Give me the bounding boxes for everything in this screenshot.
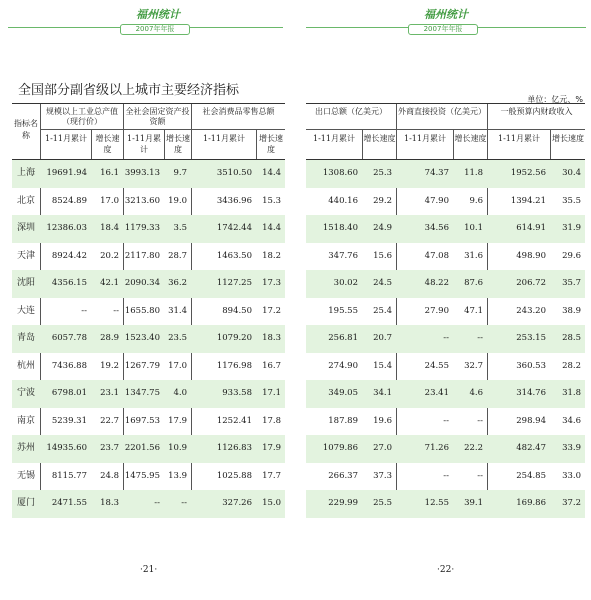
city-name: 上海 <box>16 168 35 178</box>
city-name: 深圳 <box>16 223 35 233</box>
growth-rate: 14.4 <box>262 168 281 178</box>
cumulative-value: 1179.33 <box>124 223 160 233</box>
growth-rate: 37.2 <box>562 498 581 508</box>
cumulative-value: 1742.44 <box>216 223 252 233</box>
cumulative-value: 71.26 <box>424 443 449 453</box>
table-row <box>306 435 585 463</box>
col-subheader: 增长速度 <box>363 134 396 143</box>
cumulative-value: 440.16 <box>328 195 358 206</box>
growth-rate: 14.4 <box>262 223 281 233</box>
cumulative-value: 5239.31 <box>51 415 87 426</box>
cumulative-value: 2471.55 <box>51 498 87 508</box>
growth-rate: 9.6 <box>469 195 483 206</box>
cumulative-value: 1655.80 <box>124 305 160 316</box>
cumulative-value: 1079.20 <box>216 333 252 343</box>
table-row <box>306 353 585 381</box>
growth-rate: 32.7 <box>464 360 483 371</box>
col-group-header: 规模以上工业总产值（现行价） <box>41 104 123 130</box>
row-header-label: 指标名称 <box>14 119 38 140</box>
table-row <box>12 160 285 188</box>
growth-rate: 28.5 <box>562 333 581 343</box>
growth-rate: 37.3 <box>373 470 392 481</box>
growth-rate: 17.0 <box>168 360 187 371</box>
cumulative-value: 1267.79 <box>124 360 160 371</box>
city-name: 无锡 <box>16 470 35 481</box>
city-name: 厦门 <box>16 498 35 508</box>
year-tab: 2007年年报 <box>120 24 190 35</box>
page-header-right <box>306 0 586 32</box>
table-row <box>12 408 285 436</box>
cumulative-value: 27.90 <box>424 305 449 316</box>
cumulative-value: 2201.56 <box>124 443 160 453</box>
growth-rate: 17.0 <box>100 195 119 206</box>
year-tab: 2007年年报 <box>408 24 478 35</box>
unit-label: 单位：亿元、% <box>527 95 583 104</box>
growth-rate: 22.2 <box>464 443 483 453</box>
city-name: 青岛 <box>16 333 35 343</box>
growth-rate: 10.1 <box>464 223 483 233</box>
table-row <box>12 353 285 381</box>
cumulative-value: 314.76 <box>516 388 546 398</box>
cumulative-value: 8524.89 <box>51 195 87 206</box>
cumulative-value: 47.08 <box>424 250 449 261</box>
growth-rate: 25.4 <box>373 305 392 316</box>
cumulative-value: 347.76 <box>328 250 358 261</box>
cumulative-value: 274.90 <box>328 360 358 371</box>
growth-rate: 87.6 <box>464 278 483 288</box>
cumulative-value: -- <box>443 415 449 426</box>
divider <box>256 130 257 159</box>
growth-rate: 15.4 <box>373 360 392 371</box>
cumulative-value: -- <box>81 305 87 316</box>
table-left <box>12 103 285 515</box>
growth-rate: 15.0 <box>262 498 281 508</box>
cumulative-value: 3993.13 <box>124 168 160 178</box>
table-row <box>306 325 585 353</box>
city-name: 沈阳 <box>16 278 35 288</box>
growth-rate: 4.6 <box>469 388 483 398</box>
cumulative-value: -- <box>154 498 160 508</box>
growth-rate: 27.0 <box>373 443 392 453</box>
table-row <box>306 160 585 188</box>
logo: 福州统计 <box>424 8 468 21</box>
growth-rate: 17.9 <box>262 443 281 453</box>
cumulative-value: 933.58 <box>222 388 252 398</box>
page-number-left: ·21· <box>140 565 158 575</box>
cumulative-value: 3213.60 <box>124 195 160 206</box>
growth-rate: -- <box>181 498 187 508</box>
growth-rate: 35.5 <box>562 195 581 206</box>
table-row <box>12 215 285 243</box>
growth-rate: 25.5 <box>373 498 392 508</box>
table-row <box>12 243 285 271</box>
growth-rate: 19.0 <box>168 195 187 206</box>
cumulative-value: 1952.56 <box>510 168 546 178</box>
growth-rate: 15.3 <box>262 195 281 206</box>
growth-rate: 38.9 <box>562 305 581 316</box>
growth-rate: 34.6 <box>562 415 581 426</box>
growth-rate: 29.2 <box>373 195 392 206</box>
cumulative-value: 12386.03 <box>46 223 87 233</box>
table-row <box>12 188 285 216</box>
growth-rate: 30.4 <box>562 168 581 178</box>
growth-rate: -- <box>113 305 119 316</box>
cumulative-value: 187.89 <box>328 415 358 426</box>
cumulative-value: 482.47 <box>516 443 546 453</box>
growth-rate: 20.7 <box>373 333 392 343</box>
growth-rate: 31.8 <box>562 388 581 398</box>
growth-rate: 23.5 <box>168 333 187 343</box>
growth-rate: 9.7 <box>173 168 187 178</box>
cumulative-value: 256.81 <box>328 333 358 343</box>
cumulative-value: 1518.40 <box>322 223 358 233</box>
cumulative-value: 894.50 <box>222 305 252 316</box>
cumulative-value: 4356.15 <box>51 278 87 288</box>
cumulative-value: 1308.60 <box>322 168 358 178</box>
cumulative-value: 169.86 <box>516 498 546 508</box>
growth-rate: 17.2 <box>262 305 281 316</box>
col-subheader: 1-11月累计 <box>404 134 446 143</box>
divider <box>91 130 92 159</box>
cumulative-value: 243.20 <box>516 305 546 316</box>
table-body-left <box>12 159 285 508</box>
city-name: 大连 <box>16 305 35 316</box>
table-row <box>12 270 285 298</box>
growth-rate: -- <box>477 470 483 481</box>
growth-rate: 11.8 <box>464 168 483 178</box>
growth-rate: 13.9 <box>168 470 187 481</box>
growth-rate: 28.2 <box>562 360 581 371</box>
cumulative-value: 1127.25 <box>216 278 252 288</box>
growth-rate: 31.6 <box>464 250 483 261</box>
growth-rate: 17.9 <box>168 415 187 426</box>
growth-rate: 22.7 <box>100 415 119 426</box>
growth-rate: 31.9 <box>562 223 581 233</box>
growth-rate: 23.7 <box>100 443 119 453</box>
table-row <box>306 270 585 298</box>
table-row <box>12 463 285 491</box>
city-name: 北京 <box>16 195 35 206</box>
cumulative-value: 2090.34 <box>124 278 160 288</box>
growth-rate: 19.2 <box>100 360 119 371</box>
city-name: 宁波 <box>16 388 35 398</box>
divider <box>453 130 454 159</box>
growth-rate: 19.6 <box>373 415 392 426</box>
cumulative-value: 298.94 <box>516 415 546 426</box>
growth-rate: 16.7 <box>262 360 281 371</box>
growth-rate: 23.1 <box>100 388 119 398</box>
col-group-header: 外商直接投资（亿美元） <box>397 104 487 130</box>
col-subheader: 1-11月累计 <box>313 134 355 143</box>
cumulative-value: 74.37 <box>424 168 449 178</box>
table-row <box>306 490 585 518</box>
col-group-header: 出口总额（亿美元） <box>306 104 396 130</box>
col-subheader: 1-11月累计 <box>127 134 161 154</box>
cumulative-value: 1463.50 <box>216 250 252 261</box>
growth-rate: 36.2 <box>168 278 187 288</box>
growth-rate: 42.1 <box>100 278 119 288</box>
city-name: 天津 <box>16 250 35 261</box>
table-row <box>12 325 285 353</box>
divider <box>550 130 551 159</box>
col-group-header: 一般预算内财政收入 <box>488 104 585 130</box>
growth-rate: 33.9 <box>562 443 581 453</box>
table-row <box>306 215 585 243</box>
growth-rate: 33.0 <box>562 470 581 481</box>
cumulative-value: 3510.50 <box>216 168 252 178</box>
cumulative-value: 1252.41 <box>216 415 252 426</box>
table-row <box>12 380 285 408</box>
cumulative-value: 12.55 <box>424 498 449 508</box>
col-subheader: 增长速度 <box>259 134 283 154</box>
growth-rate: 4.0 <box>173 388 187 398</box>
cumulative-value: 360.53 <box>516 360 546 371</box>
cumulative-value: 1126.83 <box>216 443 252 453</box>
growth-rate: 15.6 <box>373 250 392 261</box>
col-group-header: 社会消费品零售总额 <box>192 104 285 130</box>
table-row <box>306 243 585 271</box>
growth-rate: 17.3 <box>262 278 281 288</box>
cumulative-value: 1176.98 <box>216 360 252 371</box>
cumulative-value: 7436.88 <box>51 360 87 371</box>
logo: 福州统计 <box>136 8 180 21</box>
cumulative-value: 1347.75 <box>124 388 160 398</box>
col-subheader: 1-11月累计 <box>45 134 87 143</box>
cumulative-value: 266.37 <box>328 470 358 481</box>
growth-rate: 39.1 <box>464 498 483 508</box>
cumulative-value: 19691.94 <box>46 168 87 178</box>
growth-rate: 28.9 <box>100 333 119 343</box>
cumulative-value: 6057.78 <box>51 333 87 343</box>
cumulative-value: 47.90 <box>424 195 449 206</box>
col-subheader: 1-11月累计 <box>498 134 540 143</box>
cumulative-value: 23.41 <box>424 388 449 398</box>
table-row <box>12 435 285 463</box>
table-row <box>306 380 585 408</box>
growth-rate: 28.7 <box>168 250 187 261</box>
cumulative-value: 34.56 <box>424 223 449 233</box>
growth-rate: -- <box>477 333 483 343</box>
cumulative-value: 229.99 <box>328 498 358 508</box>
cumulative-value: 614.91 <box>516 223 546 233</box>
table-row <box>306 188 585 216</box>
col-subheader: 1-11月累计 <box>203 134 245 143</box>
growth-rate: 10.9 <box>168 443 187 453</box>
growth-rate: 20.2 <box>100 250 119 261</box>
table-body-right <box>306 159 585 508</box>
table-row <box>12 490 285 518</box>
cumulative-value: 8924.42 <box>51 250 87 261</box>
cumulative-value: 498.90 <box>516 250 546 261</box>
cumulative-value: 1475.95 <box>124 470 160 481</box>
cumulative-value: 253.15 <box>516 333 546 343</box>
growth-rate: 17.1 <box>262 388 281 398</box>
cumulative-value: 3436.96 <box>216 195 252 206</box>
city-name: 南京 <box>16 415 35 426</box>
growth-rate: 35.7 <box>562 278 581 288</box>
cumulative-value: 327.26 <box>222 498 252 508</box>
page-title: 全国部分副省级以上城市主要经济指标 <box>18 83 240 98</box>
cumulative-value: 1079.86 <box>322 443 358 453</box>
page-number-right: ·22· <box>437 565 455 575</box>
cumulative-value: 195.55 <box>328 305 358 316</box>
cumulative-value: 1697.53 <box>124 415 160 426</box>
cumulative-value: 349.05 <box>328 388 358 398</box>
cumulative-value: 2117.80 <box>124 250 160 261</box>
cumulative-value: 8115.77 <box>51 470 87 481</box>
table-row <box>306 463 585 491</box>
growth-rate: 16.1 <box>100 168 119 178</box>
growth-rate: 24.9 <box>373 223 392 233</box>
col-subheader: 增长速度 <box>454 134 487 143</box>
growth-rate: 29.6 <box>562 250 581 261</box>
cumulative-value: 254.85 <box>516 470 546 481</box>
growth-rate: 18.4 <box>100 223 119 233</box>
col-group-header: 全社会固定资产投资额 <box>124 104 191 130</box>
growth-rate: 31.4 <box>168 305 187 316</box>
growth-rate: 24.8 <box>100 470 119 481</box>
divider <box>164 130 165 159</box>
cumulative-value: 14935.60 <box>46 443 87 453</box>
cumulative-value: -- <box>443 470 449 481</box>
table-row <box>306 408 585 436</box>
table-row <box>12 298 285 326</box>
col-subheader: 增长速度 <box>95 134 120 154</box>
growth-rate: 18.3 <box>262 333 281 343</box>
divider <box>362 130 363 159</box>
growth-rate: 3.5 <box>173 223 187 233</box>
cumulative-value: 1394.21 <box>510 195 546 206</box>
growth-rate: 34.1 <box>373 388 392 398</box>
cumulative-value: -- <box>443 333 449 343</box>
cumulative-value: 24.55 <box>424 360 449 371</box>
growth-rate: 24.5 <box>373 278 392 288</box>
growth-rate: 17.8 <box>262 415 281 426</box>
growth-rate: -- <box>477 415 483 426</box>
cumulative-value: 206.72 <box>516 278 546 288</box>
growth-rate: 18.3 <box>100 498 119 508</box>
table-row <box>306 298 585 326</box>
table-right <box>306 103 585 515</box>
col-subheader: 增长速度 <box>166 134 190 154</box>
cumulative-value: 30.02 <box>333 278 358 288</box>
page-header-left <box>8 0 283 32</box>
cumulative-value: 1523.40 <box>124 333 160 343</box>
growth-rate: 47.1 <box>464 305 483 316</box>
col-subheader: 增长速度 <box>552 134 584 143</box>
growth-rate: 18.2 <box>262 250 281 261</box>
growth-rate: 25.3 <box>373 168 392 178</box>
cumulative-value: 1025.88 <box>216 470 252 481</box>
cumulative-value: 48.22 <box>424 278 449 288</box>
cumulative-value: 6798.01 <box>51 388 87 398</box>
growth-rate: 17.7 <box>262 470 281 481</box>
city-name: 杭州 <box>16 360 35 371</box>
city-name: 苏州 <box>16 443 35 453</box>
